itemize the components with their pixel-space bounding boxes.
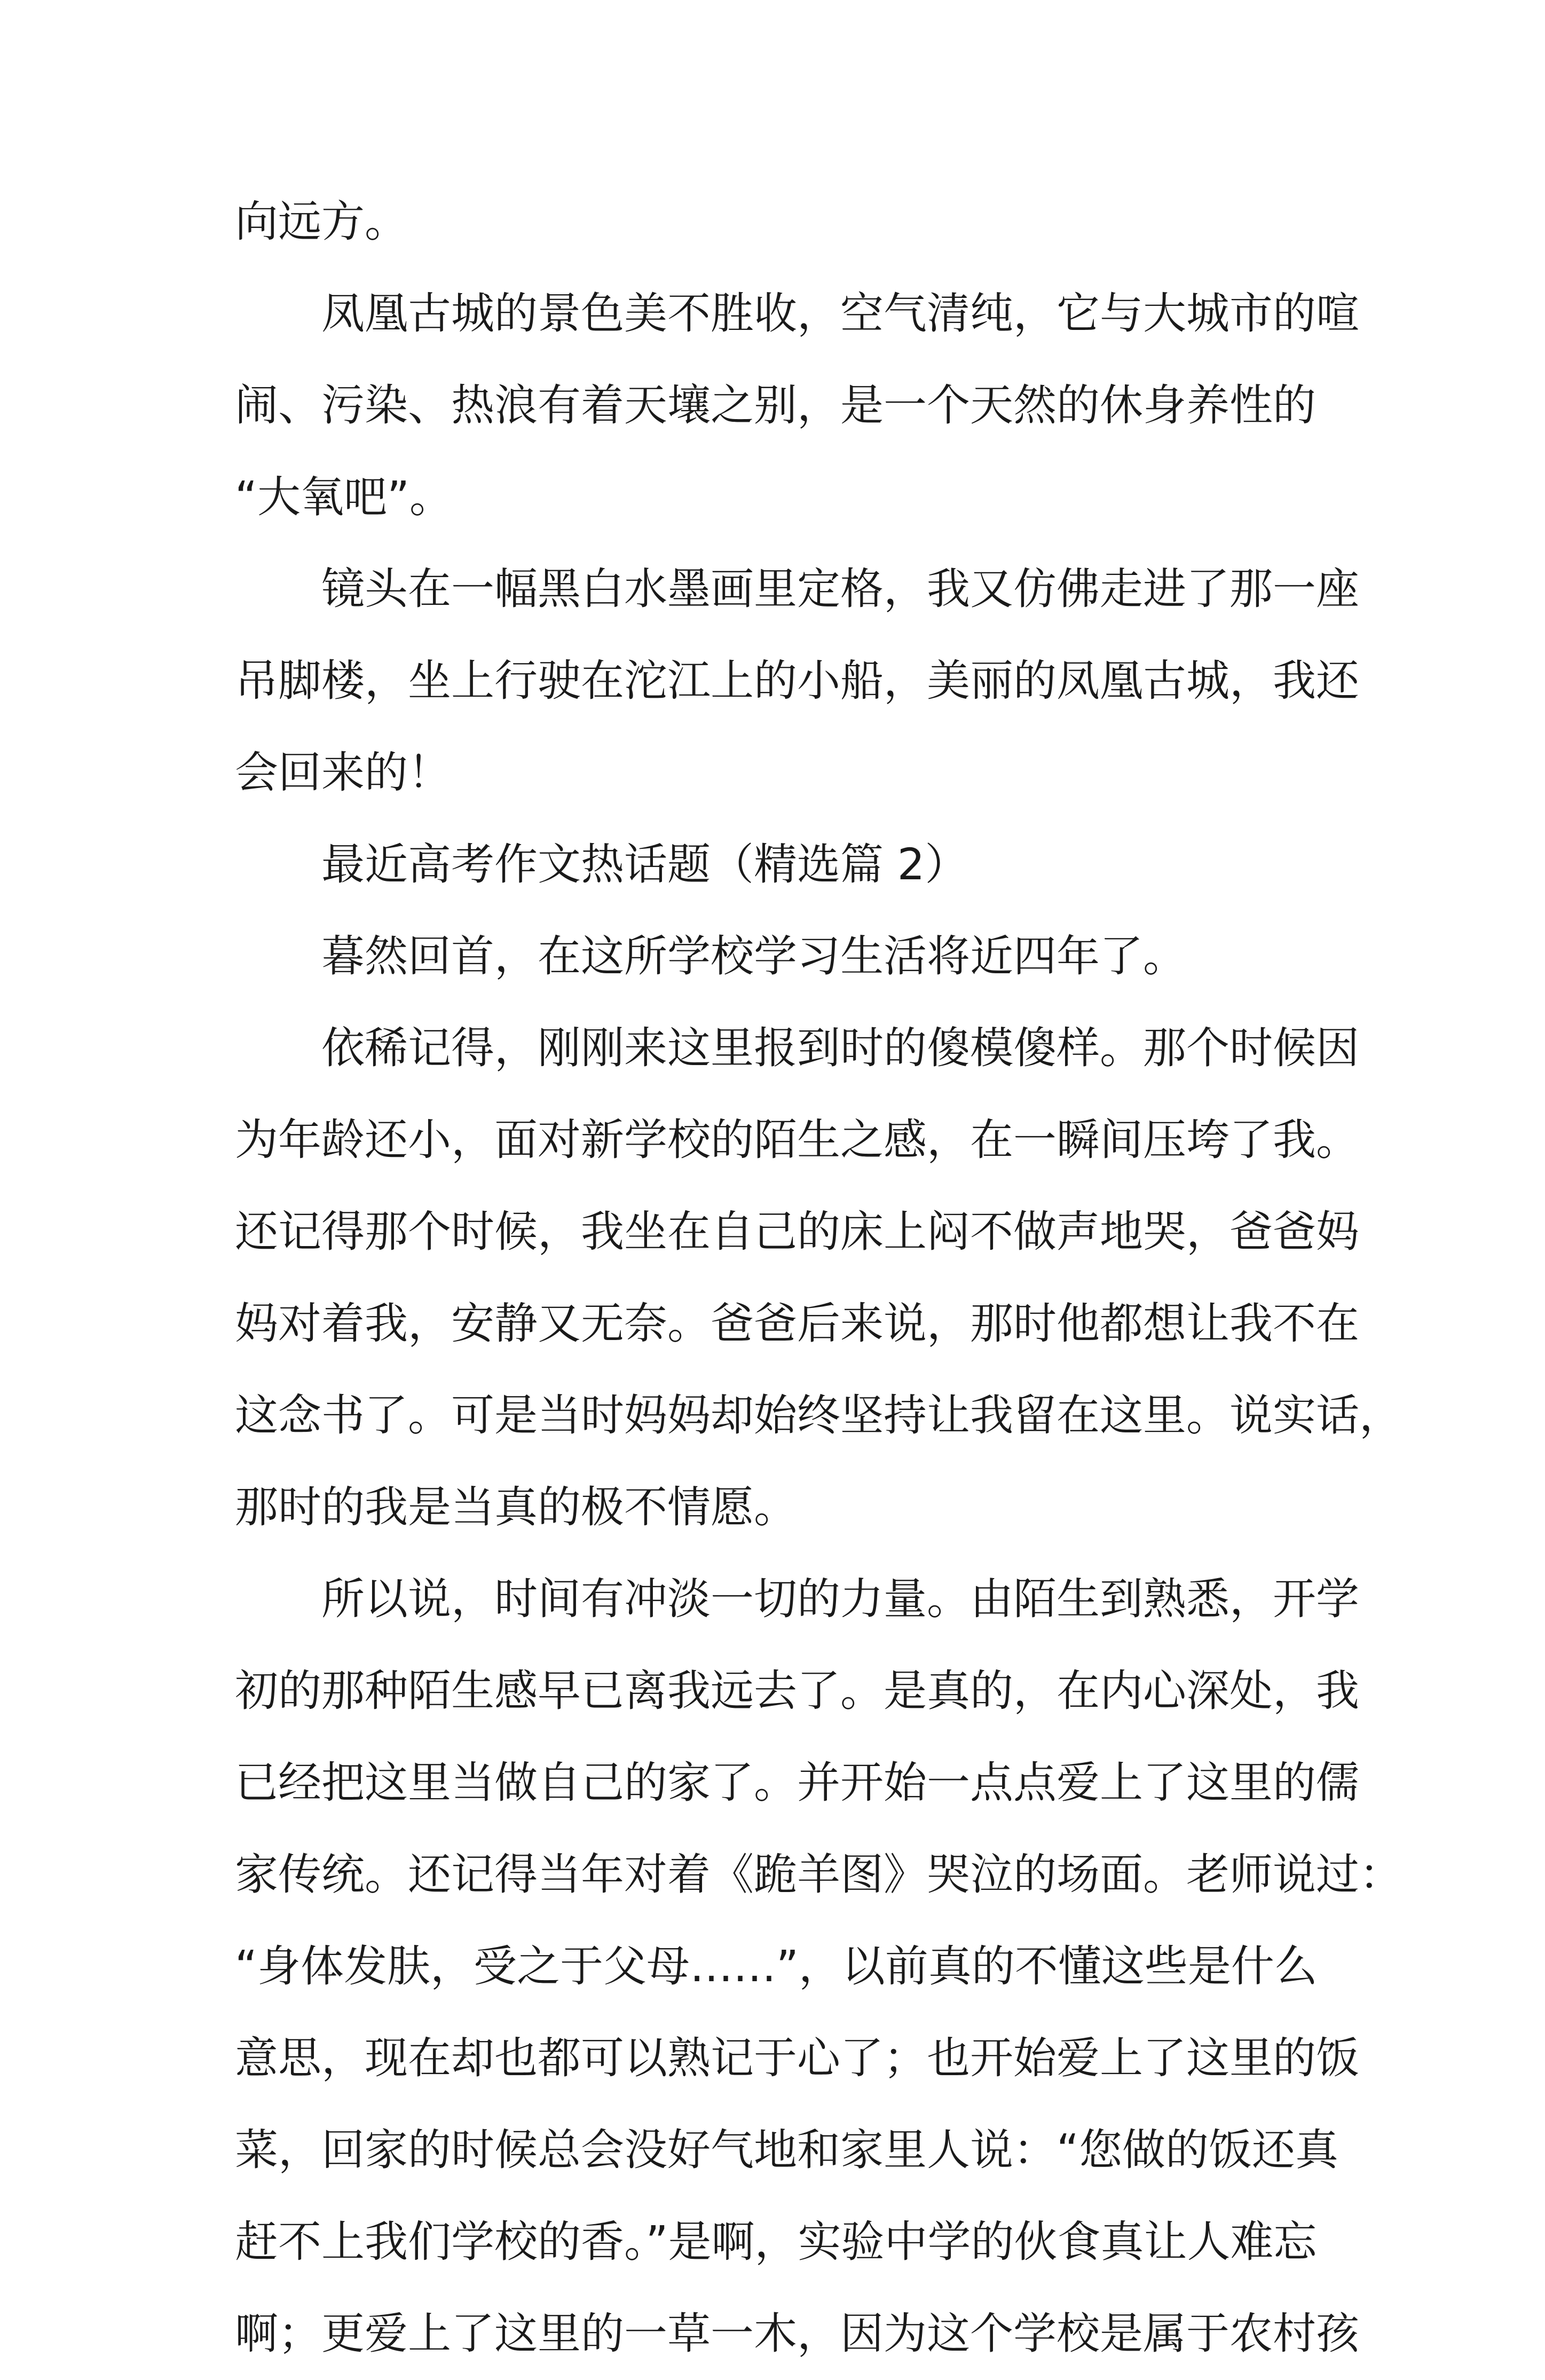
text-line: 闹、污染、热浪有着天壤之别，是一个天然的休身养性的: [235, 381, 1317, 431]
paragraph-start-line: 所以说，时间有冲淡一切的力量。由陌生到熟悉，开学: [321, 1574, 1360, 1625]
text-line: 意思，现在却也都可以熟记于心了；也开始爱上了这里的饭: [235, 2034, 1360, 2084]
text-line: 妈对着我，安静又无奈。爸爸后来说，那时他都想让我不在: [235, 1299, 1360, 1349]
text-line: 啊；更爱上了这里的一草一木，因为这个学校是属于农村孩: [235, 2309, 1360, 2359]
text-line: “大氧吧”。: [235, 472, 453, 523]
paragraph-start-line: 凤凰古城的景色美不胜收，空气清纯，它与大城市的喧: [321, 289, 1360, 339]
text-line: 初的那种陌生感早已离我远去了。是真的，在内心深处，我: [235, 1666, 1360, 1716]
paragraph-start-line: 暮然回首，在这所学校学习生活将近四年了。: [321, 932, 1187, 982]
text-line: 这念书了。可是当时妈妈却始终坚持让我留在这里。说实话，: [235, 1391, 1403, 1441]
section-heading: 最近高考作文热话题（精选篇 2）: [321, 840, 968, 890]
text-line: 菜，回家的时候总会没好气地和家里人说：“您做的饭还真: [235, 2125, 1338, 2176]
text-line: 还记得那个时候，我坐在自己的床上闷不做声地哭，爸爸妈: [235, 1207, 1360, 1257]
text-line: 吊脚楼，坐上行驶在沱江上的小船，美丽的凤凰古城，我还: [235, 656, 1360, 706]
text-line: 已经把这里当做自己的家了。并开始一点点爱上了这里的儒: [235, 1758, 1360, 1808]
text-line: 向远方。: [235, 197, 408, 247]
text-line: 赶不上我们学校的香。”是啊，实验中学的伙食真让人难忘: [235, 2217, 1317, 2267]
text-line: 为年龄还小，面对新学校的陌生之感，在一瞬间压垮了我。: [235, 1115, 1360, 1165]
text-line: 那时的我是当真的极不情愿。: [235, 1483, 798, 1533]
body-text: [235, 176, 1403, 2380]
paragraph-start-line: 镜头在一幅黑白水墨画里定格，我又仿佛走进了那一座: [321, 564, 1360, 614]
text-line: 家传统。还记得当年对着《跪羊图》哭泣的场面。老师说过：: [235, 1850, 1403, 1900]
text-line: “身体发肤，受之于父母……”，以前真的不懂这些是什么: [235, 1942, 1318, 1992]
text-line: 会回来的！: [235, 748, 452, 798]
paragraph-start-line: 依稀记得，刚刚来这里报到时的傻模傻样。那个时候因: [321, 1023, 1360, 1074]
